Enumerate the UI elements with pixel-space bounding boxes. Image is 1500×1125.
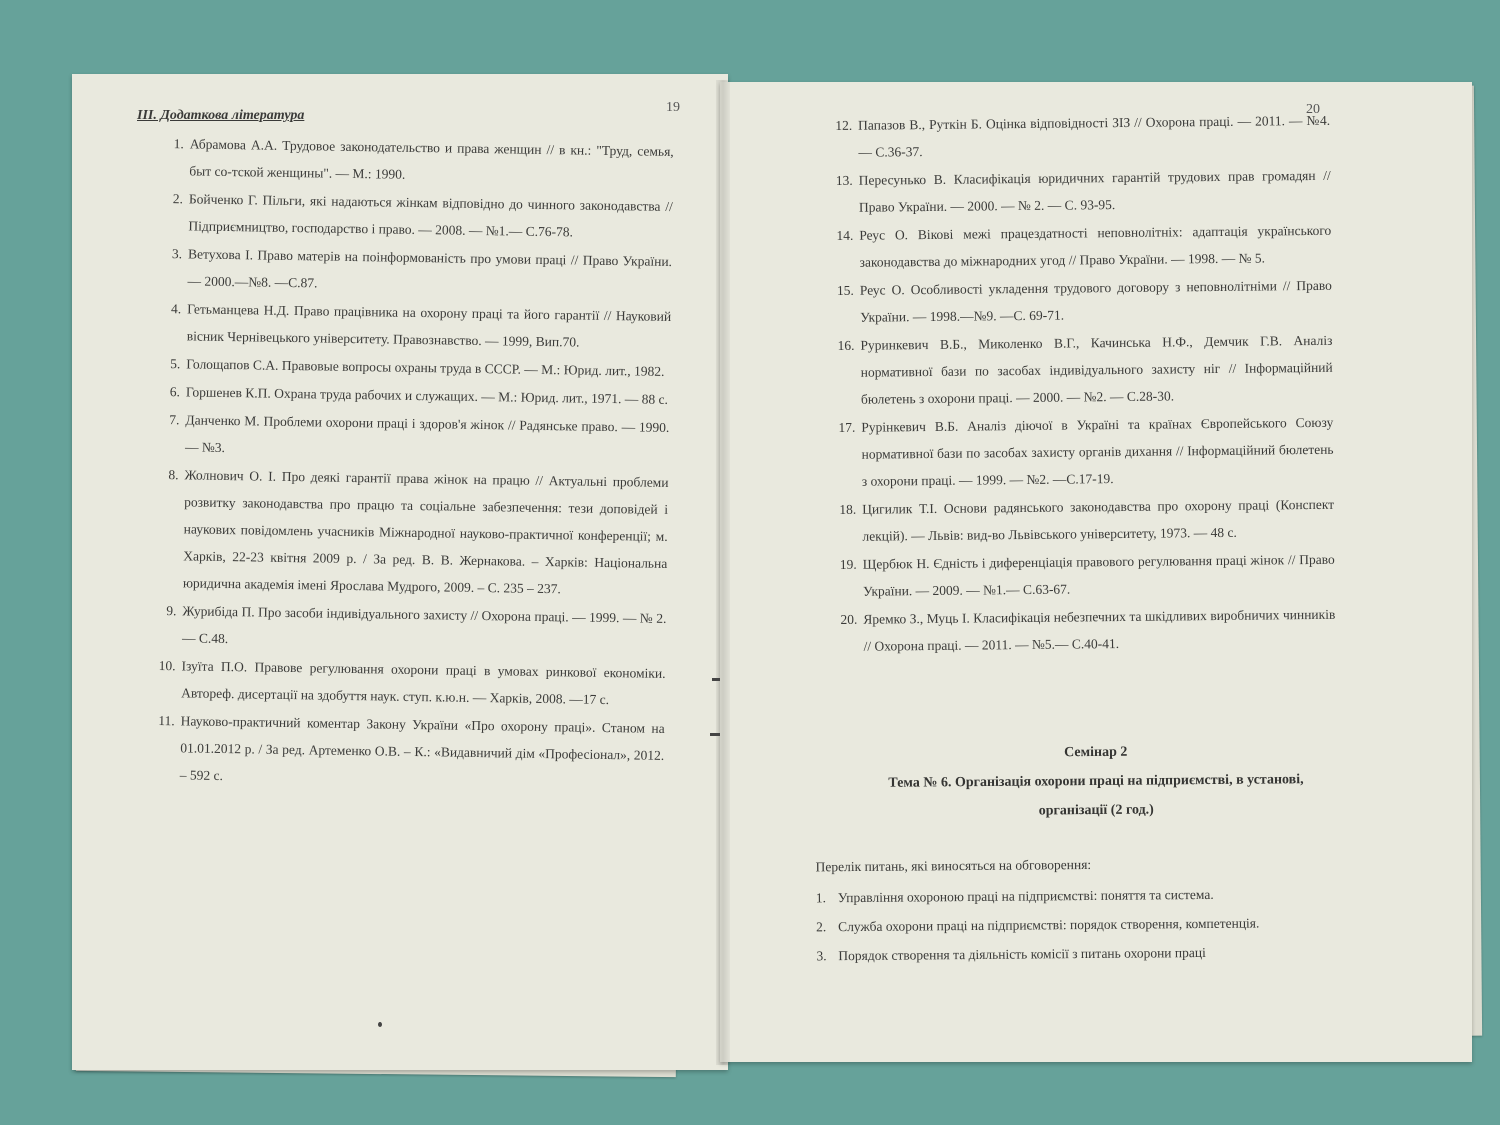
reference-text: Реус О. Особливості укладення трудового договору з неповнолітніми // Право України. — 1998.—№9. —С. 69-71. (859, 277, 1332, 325)
page-number-right: 20 (1306, 102, 1320, 117)
reference-item (837, 601, 1336, 660)
reference-number: 3. (171, 246, 183, 262)
question-number: 3. (816, 948, 827, 964)
reference-number: 1. (173, 136, 184, 152)
reference-number: 14. (836, 227, 854, 243)
reference-item (836, 491, 1335, 550)
reference-item (159, 406, 670, 468)
reference-number: 15. (836, 282, 854, 298)
reference-item (154, 707, 665, 796)
question-item (816, 908, 1356, 942)
reference-text: Ізуїта П.О. Правове регулювання охорони праці в умовах ринкової економіки. Автореф. дисертації на здобуття наук. ступ. к.ю.н. — Харків, 2008. —17 с. (181, 658, 666, 708)
reference-number: 18. (839, 501, 857, 517)
reference-item (834, 327, 1333, 413)
reference-text: Бойченко Г. Пільги, які надаються жінкам відповідно до чинного законодавства // Підприємництво, господарство і право. — 2008. — №1.— С.76-78. (188, 191, 673, 240)
book-fold (716, 80, 730, 1065)
reference-item (156, 597, 667, 659)
reference-text: Журибіда П. Про засоби індивідуального захисту // Охорона праці. — 1999. — № 2.— С.48. (181, 603, 667, 647)
left-reference-list (154, 130, 674, 797)
reference-text: Голощапов С.А. Правовые вопросы охраны труда в СССР. — М.: Юрид. лит., 1982. (186, 356, 665, 379)
reference-number: 4. (170, 301, 182, 317)
ink-arrow (710, 733, 720, 736)
reference-item (834, 272, 1333, 331)
ink-speck (378, 1022, 382, 1027)
section-heading: ІІІ. Додаткова література (137, 108, 305, 123)
reference-text: Гетьманцева Н.Д. Право працівника на охорону праці та його гарантії // Науковий вісник Чернівецького університету. Правознавство. — 1999, Вип.70. (186, 301, 672, 350)
reference-item (833, 217, 1332, 276)
discussion-questions (815, 848, 1356, 971)
seminar-topic: Тема № 6. Організація охорони праці на підприємстві, в установі, організації (2 год.) (888, 772, 1304, 819)
reference-number: 7. (169, 412, 180, 428)
reference-text: Рурінкевич В.Б. Аналіз діючої в Україні та країнах Європейського Союзу нормативної бази по засобах захисту органів дихання // Інформаційний бюлетень з охорони праці. — 1999. — №2. —С.17-19. (861, 414, 1334, 489)
reference-text: Папазов В., Руткін Б. Оцінка відповідності ЗІЗ // Охорона праці. — 2011. — №4.— С.36-37. (858, 112, 1331, 160)
reference-number: 20. (840, 611, 858, 627)
reference-text: Щербюк Н. Єдність і диференціація правового регулювання праці жінок // Право України. — 2009. — №1.— С.63-67. (862, 551, 1335, 599)
reference-item (835, 409, 1334, 495)
question-number: 2. (816, 919, 827, 935)
reference-text: Горшенев К.П. Охрана труда рабочих и служащих. — М.: Юрид. лит., 1971. — 88 с. (185, 384, 669, 407)
reference-item (157, 461, 669, 604)
reference-text: Абрамова А.А. Трудовое законодательство и права женщин // в кн.: "Труд, семья, быт со-тской женщины". — М.: 1990. (189, 136, 674, 182)
reference-text: Цигилик Т.І. Основи радянського законодавства про охорону праці (Конспект лекцій). — Львів: вид-во Львівського університету, 1973. — 48 с. (862, 496, 1335, 544)
questions-intro: Перелік питань, які виносяться на обговорення: (815, 856, 1092, 875)
right-page (720, 82, 1472, 1062)
reference-number: 19. (839, 556, 857, 572)
question-text: Служба охорони праці на підприємстві: порядок створення, компетенція. (838, 915, 1260, 935)
left-page (72, 74, 728, 1070)
reference-number: 2. (172, 191, 184, 207)
question-number: 1. (815, 890, 827, 906)
reference-number: 16. (837, 337, 855, 353)
reference-item (163, 130, 674, 192)
question-item (816, 879, 1356, 913)
reference-text: Науково-практичний коментар Закону України «Про охорону праці». Станом на 01.01.2012 р. / За ред. Артеменко О.В. – К.: «Видавничий дім «Професіонал», 2012. – 592 с. (179, 713, 665, 784)
reference-item (155, 652, 666, 714)
reference-text: Руринкевич В.Б., Миколенко В.Г., Качинська Н.Ф., Демчик Г.В. Аналіз нормативної бази по засобах індивідуального захисту ніг // Інформаційний бюлетень з охорони праці. — 2000. — №2. — С.28-30. (860, 332, 1333, 407)
reference-number: 8. (168, 467, 179, 483)
reference-item (162, 185, 673, 247)
reference-item (833, 162, 1332, 221)
seminar-heading-block (816, 736, 1377, 828)
question-text: Порядок створення та діяльність комісії з питань охорони праці (838, 944, 1206, 964)
reference-number: 11. (158, 712, 175, 729)
reference-number: 10. (158, 657, 176, 674)
right-reference-list (832, 107, 1336, 661)
question-item (816, 937, 1356, 971)
reference-text: Яремко З., Муць І. Класифікація небезпечних та шкідливих виробничих чинників // Охорона праці. — 2011. — №5.— С.40-41. (863, 606, 1336, 654)
seminar-title: Семінар 2 (1064, 744, 1128, 761)
reference-text: Реус О. Вікові межі працездатності неповнолітніх: адаптація українського законодавства до міжнародних угод // Право України. — 1998. — № 5. (859, 222, 1332, 270)
question-text: Управління охороною праці на підприємстві: поняття та система. (837, 886, 1214, 906)
reference-number: 5. (170, 356, 181, 372)
reference-item (161, 240, 672, 302)
page-number-left: 19 (666, 100, 680, 115)
reference-number: 6. (169, 384, 181, 400)
reference-item (832, 107, 1331, 166)
reference-item (837, 546, 1336, 605)
reference-number: 9. (166, 603, 177, 619)
reference-text: Данченко М. Проблеми охорони праці і здоров'я жінок // Радянське право. — 1990.— №3. (184, 412, 670, 455)
reference-text: Жолнович О. І. Про деякі гарантії права жінок на працю // Актуальні проблеми розвитку законодавства про працю та соціальне забезпечення: тези доповідей і наукових повідомлень учасників Міжнародної науково-практичної конференції; м. Харків, 22-23 квітня 2009 р. / За ред. В. В. Жернакова. – Харків: Національна юридична академія імені Ярослава Мудрого, 2009. – С. 235 – 237. (182, 467, 669, 597)
reference-text: Пересунько В. Класифікація юридичних гарантій трудових прав громадян // Право України. — 2000. — № 2. — С. 93-95. (858, 167, 1331, 215)
reference-text: Ветухова І. Право матерів на поінформованість про умови праці // Право України. — 2000.—№8. —С.87. (187, 246, 673, 291)
reference-item (161, 295, 672, 357)
ink-dash (712, 678, 720, 681)
reference-number: 12. (835, 117, 853, 133)
reference-number: 13. (835, 172, 853, 188)
reference-number: 17. (838, 419, 856, 435)
